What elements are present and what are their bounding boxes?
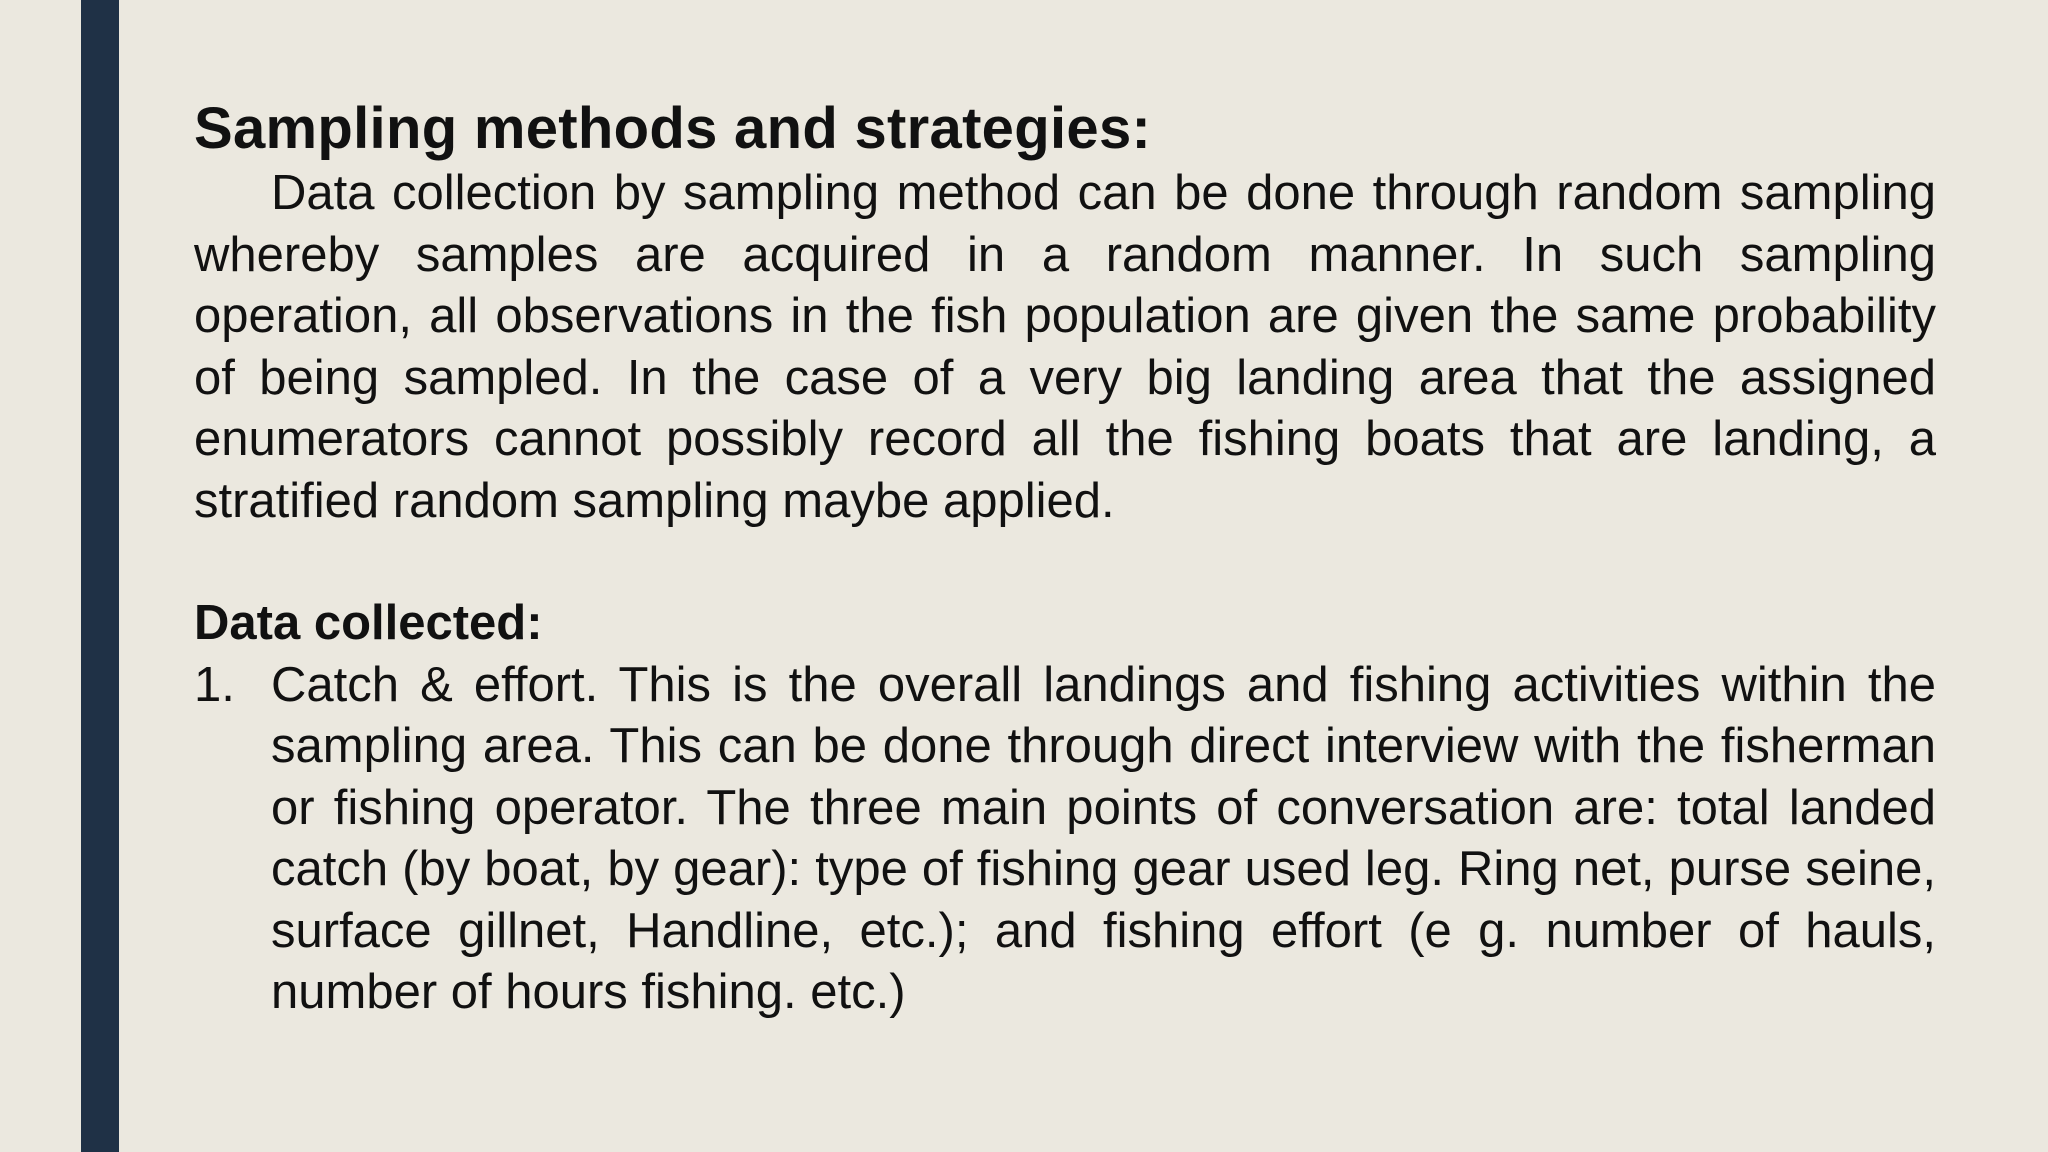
section-spacer (194, 532, 1936, 593)
intro-paragraph: Data collection by sampling method can be done through random sampling whereby samples are acquired in a random manner. In such sampling operation, all observations in the fish population are given the same probability of being sampled. In the case of a very big landing area that the assigned enumerators cannot possibly record all the fishing boats that are landing, a stratified random sampling maybe applied. (194, 166, 1936, 528)
slide-title: Sampling methods and strategies: (194, 96, 1152, 161)
section-heading: Data collected: (194, 596, 543, 650)
slide-content (194, 95, 1936, 1024)
list-item-number: 1. (194, 657, 235, 712)
list-item-text: Catch & effort. This is the overall landings and fishing activities within the sampling area. This can be done through direct interview with the fisherman or fishing operator. The three main points of conversation are: total landed catch (by boat, by gear): type of fishing gear used leg. Ring net, purse seine, surface gillnet, Handline, etc.); and fishing effort (e g. number of hauls, number of hours fishing. etc.) (271, 657, 1936, 1019)
list-item (194, 655, 1936, 1024)
accent-bar (81, 0, 119, 1152)
data-collected-list (194, 655, 1936, 1024)
